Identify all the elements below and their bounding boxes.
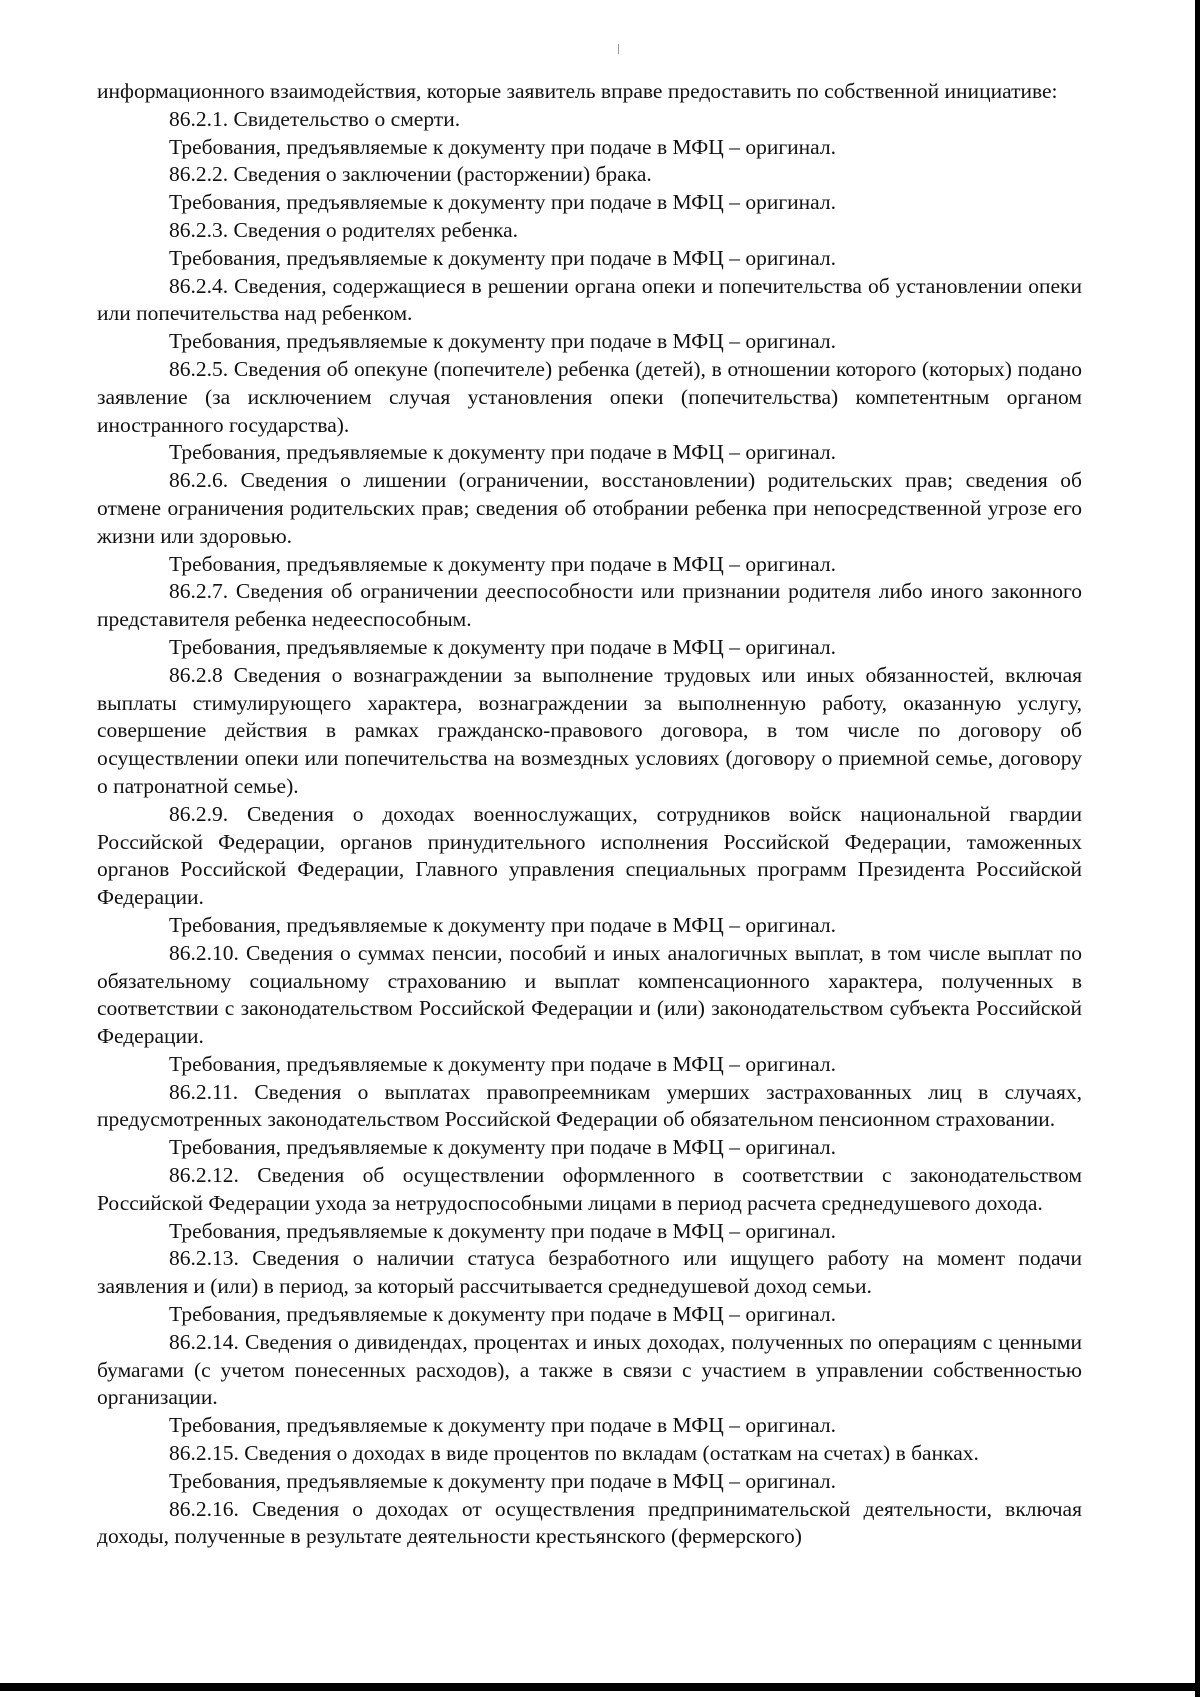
paragraph: Требования, предъявляемые к документу при подаче в МФЦ – оригинал. (169, 1135, 836, 1160)
paragraph: 86.2.12. Сведения об осуществлении оформленного в соответствии с законодательством Российской Федерации ухода за нетрудоспособными лицами в период расчета среднедушевого дохода. (97, 1163, 1082, 1215)
scan-edge-bottom (0, 1683, 1200, 1691)
paragraph: 86.2.11. Сведения о выплатах правопреемникам умерших застрахованных лиц в случаях, предусмотренных законодательством Российской Федерации об обязательном пенсионном страховании. (97, 1079, 1082, 1132)
paragraph: Требования, предъявляемые к документу при подаче в МФЦ – оригинал. (169, 634, 836, 659)
paragraph: Требования, предъявляемые к документу при подаче в МФЦ – оригинал. (169, 1051, 836, 1076)
paragraph: 86.2.9. Сведения о доходах военнослужащих, сотрудников войск национальной гвардии Российской Федерации, органов принудительного исполнения Российской Федерации, таможенных органов Российской Федерации, Главного управления специальных программ Президента Российской Федерации. (97, 801, 1082, 910)
paragraph: Требования, предъявляемые к документу при подаче в МФЦ – оригинал. (169, 190, 836, 215)
scan-mark (618, 44, 619, 54)
paragraph: 86.2.8 Сведения о вознаграждении за выполнение трудовых или иных обязанностей, включая выплаты стимулирующего характера, вознаграждении за выполненную работу, оказанную услугу, совершение действия в рамках гражданско-правового договора, в том числе по договору об осуществлении опеки или попечительства на возмездных условиях (договору о приемной семье, договору о патронатной семье). (97, 662, 1082, 798)
paragraph: 86.2.15. Сведения о доходах в виде процентов по вкладам (остаткам на счетах) в банках. (169, 1441, 979, 1466)
paragraph: Требования, предъявляемые к документу при подаче в МФЦ – оригинал. (169, 134, 836, 159)
paragraph: 86.2.7. Сведения об ограничении дееспособности или признании родителя либо иного законного представителя ребенка недееспособным. (97, 579, 1082, 632)
paragraph: Требования, предъявляемые к документу при подаче в МФЦ – оригинал. (169, 329, 836, 354)
paragraph: Требования, предъявляемые к документу при подаче в МФЦ – оригинал. (169, 1302, 836, 1327)
scan-edge-right (1195, 0, 1200, 1697)
paragraph: 86.2.16. Сведения о доходах от осуществления предпринимательской деятельности, включая доходы, полученные в результате деятельности крестьянского (фермерского) (97, 1496, 1082, 1549)
paragraph: Требования, предъявляемые к документу при подаче в МФЦ – оригинал. (169, 1413, 836, 1438)
paragraph: 86.2.14. Сведения о дивидендах, процентах и иных доходах, полученных по операциям с ценными бумагами (с учетом понесенных расходов), а также в связи с участием в управлении собственностью организации. (97, 1329, 1082, 1410)
paragraph: 86.2.2. Сведения о заключении (расторжении) брака. (169, 162, 652, 187)
paragraph: 86.2.1. Свидетельство о смерти. (169, 106, 461, 131)
document-body (97, 78, 1082, 1551)
paragraph: Требования, предъявляемые к документу при подаче в МФЦ – оригинал. (169, 551, 836, 576)
paragraph: Требования, предъявляемые к документу при подаче в МФЦ – оригинал. (169, 912, 836, 937)
paragraph: 86.2.4. Сведения, содержащиеся в решении органа опеки и попечительства об установлении опеки или попечительства над ребенком. (97, 273, 1082, 326)
paragraph: 86.2.10. Сведения о суммах пенсии, пособий и иных аналогичных выплат, в том числе выплат по обязательному социальному страхованию и выплат компенсационного характера, полученных в соответствии с законодательством Российской Федерации и (или) законодательством субъекта Российской Федерации. (97, 940, 1082, 1049)
paragraph: информационного взаимодействия, которые заявитель вправе предоставить по собственной инициативе: (97, 79, 1058, 103)
paragraph: Требования, предъявляемые к документу при подаче в МФЦ – оригинал. (169, 245, 836, 270)
paragraph: 86.2.3. Сведения о родителях ребенка. (169, 217, 519, 242)
paragraph: Требования, предъявляемые к документу при подаче в МФЦ – оригинал. (169, 1468, 836, 1493)
paragraph: 86.2.5. Сведения об опекуне (попечителе) ребенка (детей), в отношении которого (которых) подано заявление (за исключением случая установления опеки (попечительства) компетентным органом иностранного государства). (97, 356, 1082, 437)
paragraph: Требования, предъявляемые к документу при подаче в МФЦ – оригинал. (169, 440, 836, 465)
paragraph: 86.2.6. Сведения о лишении (ограничении, восстановлении) родительских прав; сведения об отмене ограничения родительских прав; сведения об отобрании ребенка при непосредственной угрозе его жизни или здоровью. (97, 468, 1082, 548)
paragraph: Требования, предъявляемые к документу при подаче в МФЦ – оригинал. (169, 1218, 836, 1243)
paragraph: 86.2.13. Сведения о наличии статуса безработного или ищущего работу на момент подачи заявления и (или) в период, за который рассчитывается среднедушевой доход семьи. (97, 1246, 1082, 1299)
